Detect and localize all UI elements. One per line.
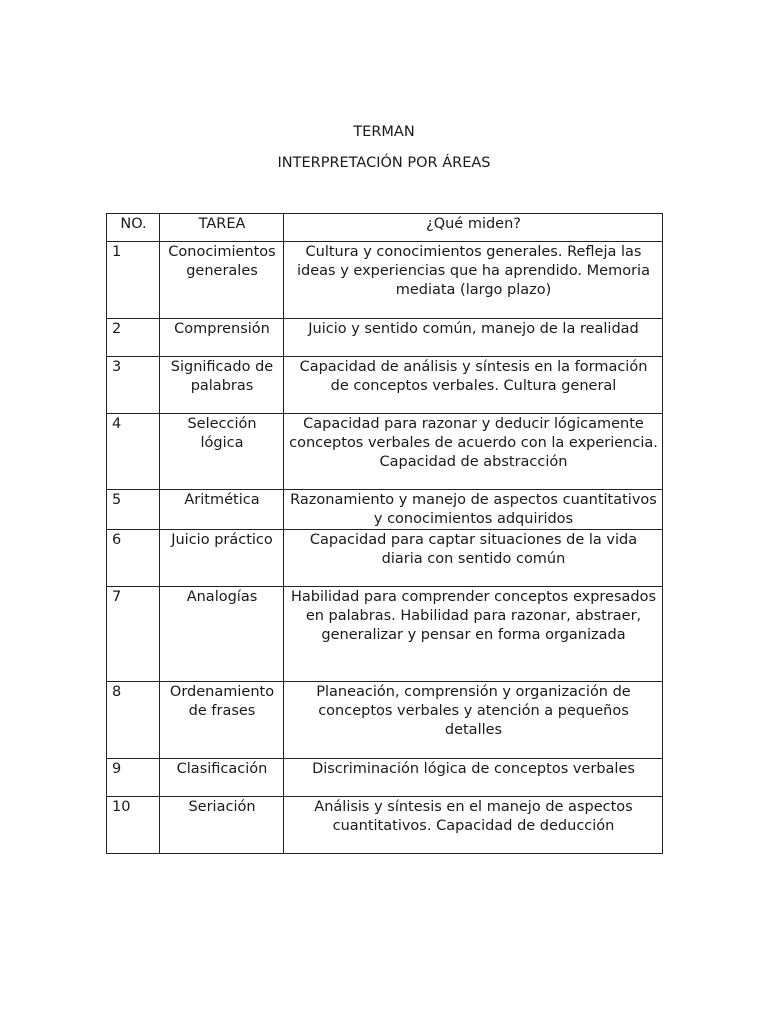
table-row [107,414,663,490]
table-row [107,587,663,682]
row-task: Significado de palabras [160,357,284,414]
table-row [107,797,663,854]
row-task: Comprensión [160,319,284,357]
row-description: Capacidad para captar situaciones de la vida diaria con sentido común [284,530,663,587]
column-header-no: NO. [107,214,160,242]
row-number: 7 [107,587,160,682]
row-task: Ordenamiento de frases [160,682,284,759]
interpretation-table [106,213,663,854]
row-description: Capacidad de análisis y síntesis en la formación de conceptos verbales. Cultura general [284,357,663,414]
row-task: Selección lógica [160,414,284,490]
row-description: Razonamiento y manejo de aspectos cuantitativos y conocimientos adquiridos [284,490,663,530]
row-description: Habilidad para comprender conceptos expresados en palabras. Habilidad para razonar, abstraer, generalizar y pensar en forma organizada [284,587,663,682]
row-task: Clasificación [160,759,284,797]
column-header-desc: ¿Qué miden? [284,214,663,242]
table-row [107,490,663,530]
row-description: Capacidad para razonar y deducir lógicamente conceptos verbales de acuerdo con la experiencia. Capacidad de abstracción [284,414,663,490]
document-subtitle: INTERPRETACIÓN POR ÁREAS [277,155,491,171]
column-header-task: TAREA [160,214,284,242]
row-number: 6 [107,530,160,587]
row-number: 1 [107,242,160,319]
row-task: Juicio práctico [160,530,284,587]
row-description: Cultura y conocimientos generales. Refleja las ideas y experiencias que ha aprendido. Memoria mediata (largo plazo) [284,242,663,319]
row-task: Aritmética [160,490,284,530]
row-number: 9 [107,759,160,797]
table-row [107,682,663,759]
table-row [107,357,663,414]
row-description: Discriminación lógica de conceptos verbales [284,759,663,797]
row-number: 4 [107,414,160,490]
row-number: 2 [107,319,160,357]
row-number: 8 [107,682,160,759]
row-task: Seriación [160,797,284,854]
row-number: 10 [107,797,160,854]
table-header-row [107,214,663,242]
row-number: 5 [107,490,160,530]
row-task: Conocimientos generales [160,242,284,319]
document-title: TERMAN [353,124,415,140]
table-row [107,242,663,319]
row-number: 3 [107,357,160,414]
row-description: Juicio y sentido común, manejo de la realidad [284,319,663,357]
table-row [107,319,663,357]
row-task: Analogías [160,587,284,682]
row-description: Planeación, comprensión y organización de conceptos verbales y atención a pequeños detalles [284,682,663,759]
table-row [107,530,663,587]
row-description: Análisis y síntesis en el manejo de aspectos cuantitativos. Capacidad de deducción [284,797,663,854]
table-row [107,759,663,797]
